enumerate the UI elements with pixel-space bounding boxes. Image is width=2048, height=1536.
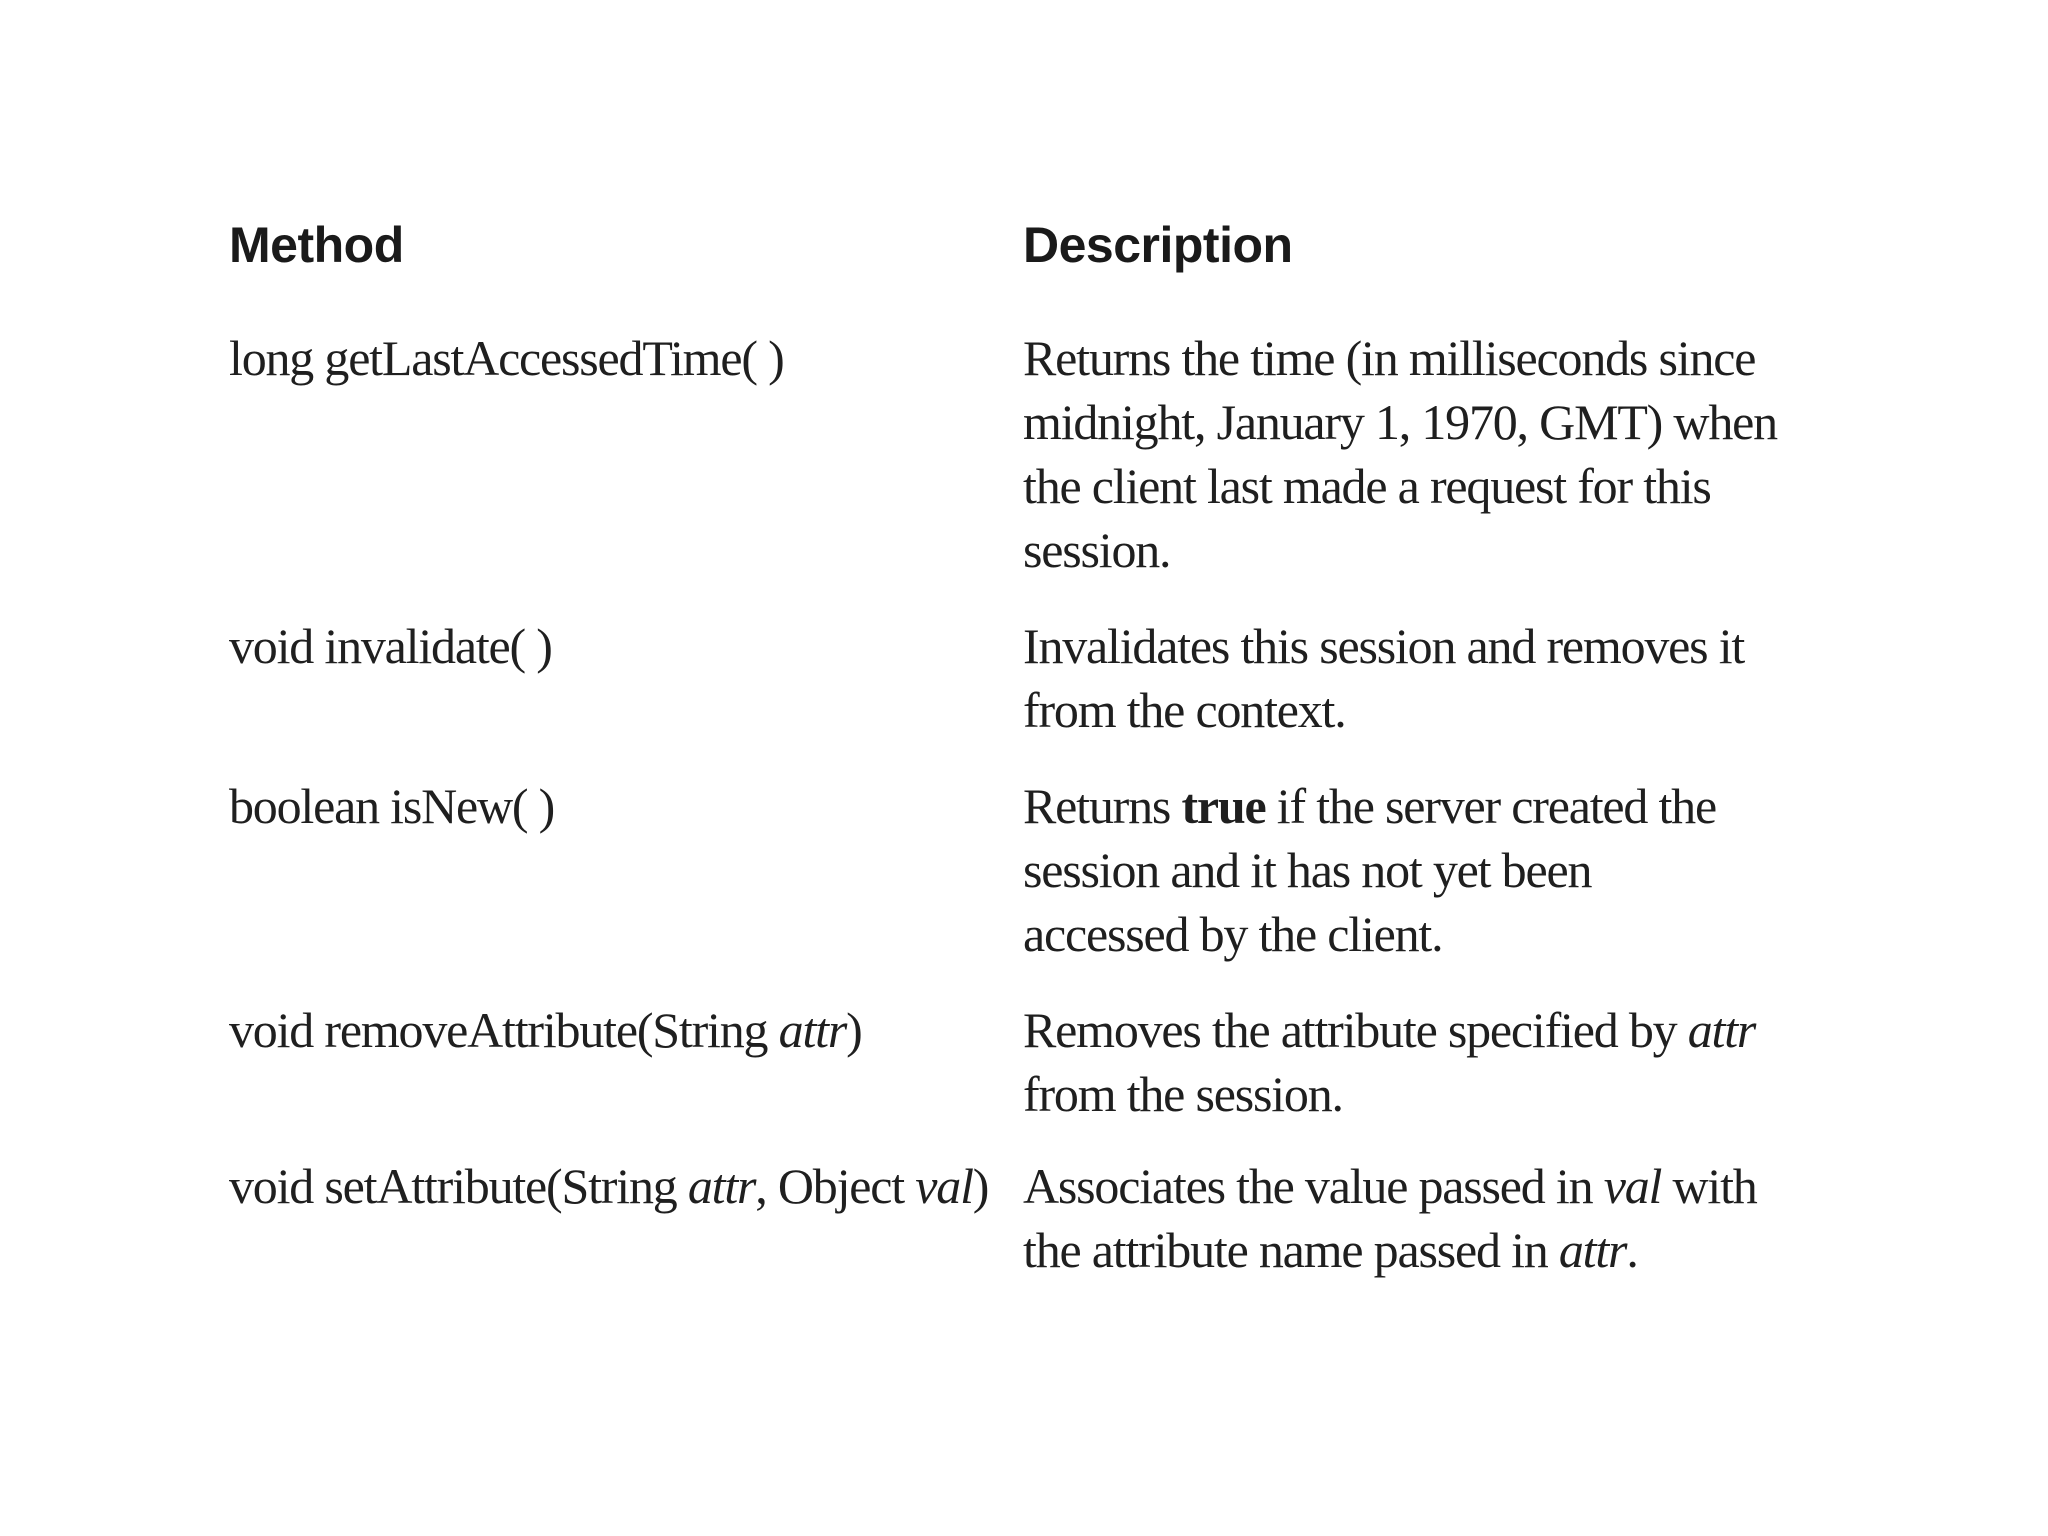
method-text: long getLastAccessedTime( ) bbox=[229, 330, 784, 386]
description-line bbox=[1023, 774, 1789, 838]
method-signature bbox=[229, 614, 1023, 774]
parameter-reference: attr bbox=[1558, 1222, 1627, 1278]
method-description bbox=[1023, 614, 1789, 774]
description-line bbox=[1023, 1154, 1789, 1218]
description-text: Returns bbox=[1023, 778, 1182, 834]
parameter-name: attr bbox=[778, 1002, 847, 1058]
method-text: void removeAttribute(String bbox=[229, 1002, 779, 1058]
method-column-header: Method bbox=[229, 217, 404, 273]
description-line: from the context. bbox=[1023, 682, 1346, 738]
method-text: void invalidate( ) bbox=[229, 618, 552, 674]
method-text: boolean isNew( ) bbox=[229, 778, 555, 834]
parameter-name: val bbox=[915, 1158, 973, 1214]
parameter-reference: val bbox=[1603, 1158, 1662, 1214]
method-signature bbox=[229, 1154, 1023, 1294]
description-line: session. bbox=[1023, 522, 1171, 578]
keyword-true: true bbox=[1181, 778, 1266, 834]
method-signature bbox=[229, 998, 1023, 1154]
description-line: midnight, January 1, 1970, GMT) when bbox=[1023, 394, 1777, 450]
method-description bbox=[1023, 998, 1789, 1154]
description-text: . bbox=[1626, 1222, 1638, 1278]
description-line bbox=[1023, 998, 1789, 1062]
table-row bbox=[229, 614, 1789, 774]
method-signature bbox=[229, 774, 1023, 998]
table-header-row bbox=[229, 214, 1789, 326]
description-text: Removes the attribute specified by bbox=[1023, 1002, 1688, 1058]
description-line: the client last made a request for this bbox=[1023, 458, 1711, 514]
description-line: Invalidates this session and removes it bbox=[1023, 618, 1745, 674]
description-line: Returns the time (in milliseconds since bbox=[1023, 330, 1756, 386]
session-methods-table bbox=[229, 214, 1789, 1294]
description-line: from the session. bbox=[1023, 1066, 1343, 1122]
parameter-name: attr bbox=[687, 1158, 756, 1214]
method-signature bbox=[229, 326, 1023, 614]
parameter-reference: attr bbox=[1687, 1002, 1756, 1058]
method-description bbox=[1023, 326, 1789, 614]
description-text: Associates the value passed in bbox=[1023, 1158, 1604, 1214]
table-row bbox=[229, 998, 1789, 1154]
method-description bbox=[1023, 1154, 1789, 1294]
method-text: ) bbox=[846, 1002, 862, 1058]
description-line: session and it has not yet been bbox=[1023, 842, 1592, 898]
description-line bbox=[1023, 1218, 1789, 1282]
description-column-header: Description bbox=[1023, 217, 1293, 273]
method-description bbox=[1023, 774, 1789, 998]
description-text: if the server created the bbox=[1265, 778, 1716, 834]
description-text: with bbox=[1661, 1158, 1757, 1214]
description-line: accessed by the client. bbox=[1023, 906, 1443, 962]
table-row bbox=[229, 1154, 1789, 1294]
method-text: void setAttribute(String bbox=[229, 1158, 688, 1214]
method-text: , Object bbox=[755, 1158, 916, 1214]
table-row bbox=[229, 774, 1789, 998]
description-text: the attribute name passed in bbox=[1023, 1222, 1559, 1278]
method-text: ) bbox=[972, 1158, 989, 1214]
table-row bbox=[229, 326, 1789, 614]
